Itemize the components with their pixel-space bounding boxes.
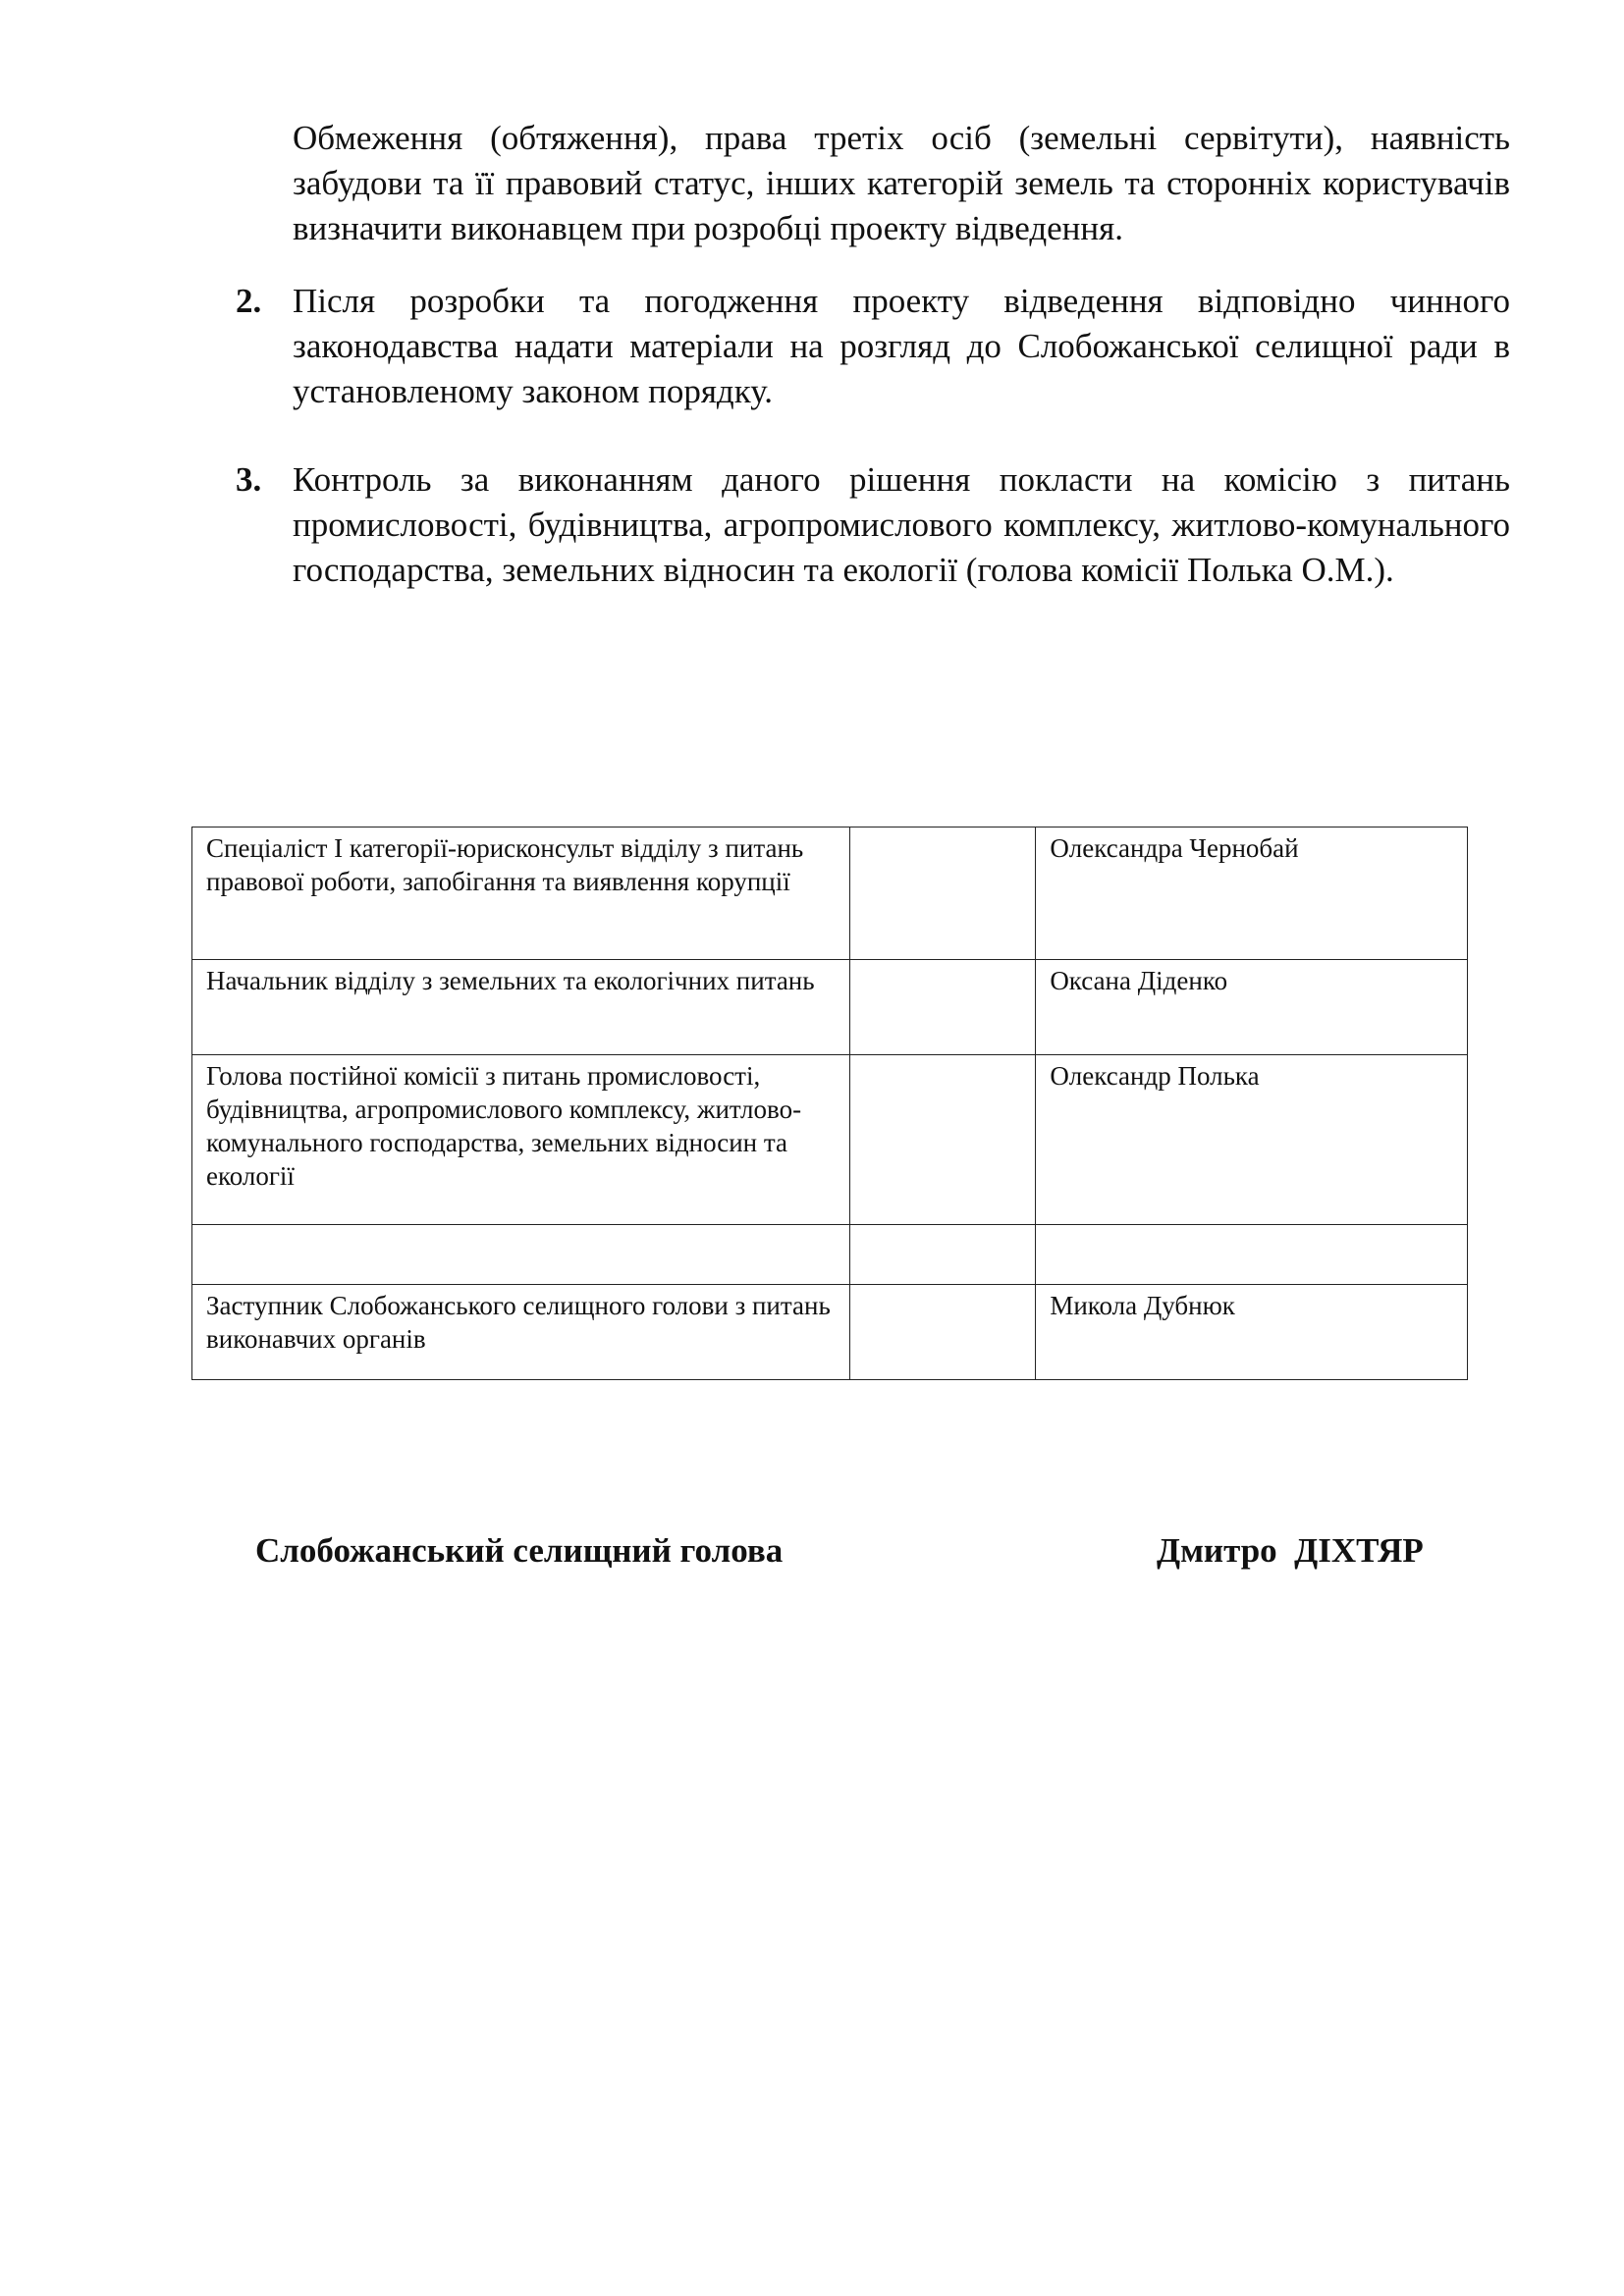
approval-table [191, 827, 1468, 1380]
list-item-text: Контроль за виконанням даного рішення покласти на комісію з питань промисловості, будівництва, агропромислового комплексу, житлово-комунального господарства, земельних відносин та екології (голова комісії Полька О.М.). [293, 460, 1510, 589]
approver-name: Олександр Полька [1036, 1055, 1468, 1225]
table-row [192, 1285, 1468, 1380]
approver-name: Оксана Діденко [1036, 960, 1468, 1055]
approver-name: Микола Дубнюк [1036, 1285, 1468, 1380]
approver-position: Голова постійної комісії з питань промисловості, будівництва, агропромислового комплексу, житлово-комунального господарства, земельних відносин та екології [192, 1055, 850, 1225]
list-item-number: 3. [236, 460, 262, 499]
table-row [192, 1055, 1468, 1225]
approver-signature [850, 828, 1036, 960]
intro-paragraph: Обмеження (обтяження), права третіх осіб (земельні сервітути), наявність забудови та її правовий статус, інших категорій земель та сторонніх користувачів визначити виконавцем при розробці проекту відведення. [293, 119, 1510, 247]
table-row [192, 1225, 1468, 1285]
approver-position: Начальник відділу з земельних та екологічних питань [192, 960, 850, 1055]
list-item-number: 2. [236, 282, 262, 320]
approver-position: Спеціаліст І категорії-юрисконсульт відділу з питань правової роботи, запобігання та виявлення корупції [192, 828, 850, 960]
signatory-title: Слобожанський селищний голова [255, 1531, 784, 1570]
approver-name: Олександра Чернобай [1036, 828, 1468, 960]
approver-position [192, 1225, 850, 1285]
approver-signature [850, 1225, 1036, 1285]
approver-signature [850, 960, 1036, 1055]
approver-position: Заступник Слобожанського селищного голови з питань виконавчих органів [192, 1285, 850, 1380]
signatory-name: Дмитро ДІХТЯР [1157, 1531, 1424, 1570]
approver-signature [850, 1285, 1036, 1380]
list-item-text: Після розробки та погодження проекту відведення відповідно чинного законодавства надати матеріали на розгляд до Слобожанської селищної ради в установленому законом порядку. [293, 282, 1510, 410]
table-row [192, 960, 1468, 1055]
approver-signature [850, 1055, 1036, 1225]
approver-name [1036, 1225, 1468, 1285]
table-row [192, 828, 1468, 960]
